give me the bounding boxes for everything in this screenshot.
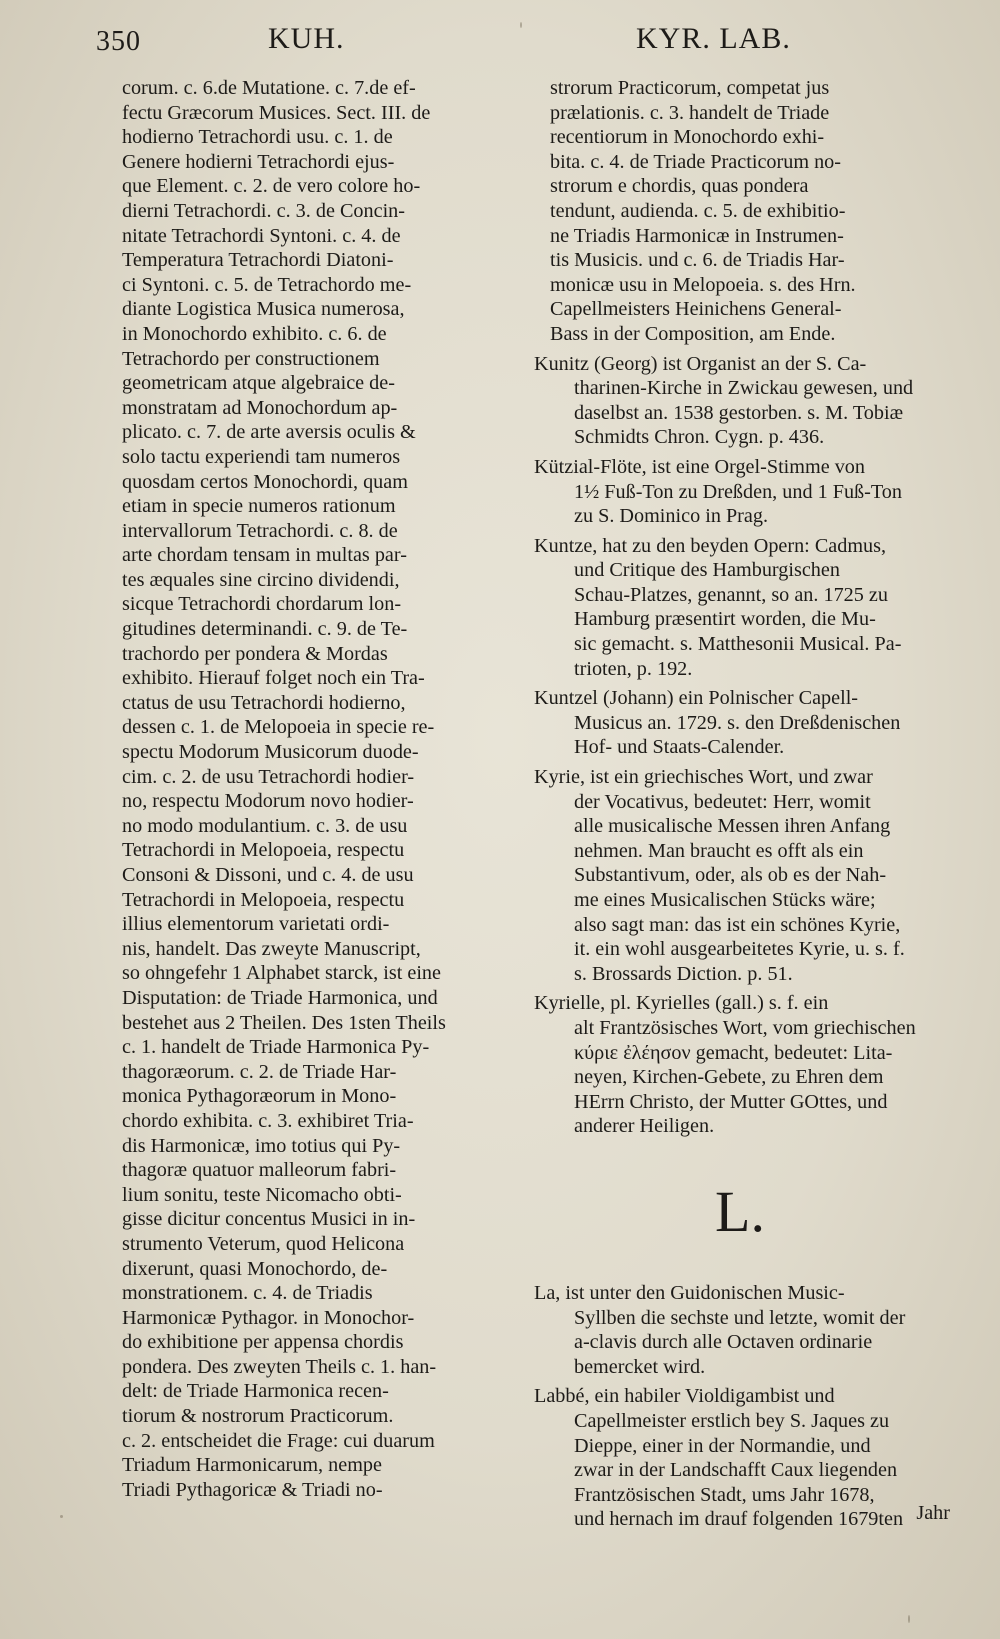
text-line: in Monochordo exhibito. c. 6. de: [122, 322, 387, 345]
text-line: lium sonitu, teste Nicomacho obti-: [122, 1183, 402, 1206]
text-line: hodierno Tetrachordi usu. c. 1. de: [122, 126, 393, 149]
entry-headline: Kyrielle, pl. Kyrielles (gall.) s. f. ein: [534, 992, 829, 1015]
text-line: trioten, p. 192.: [574, 657, 693, 680]
entry-kyrielle: [534, 991, 960, 1139]
text-line: illius elementorum varietati ordi-: [122, 913, 390, 936]
text-line: Frantzösischen Stadt, ums Jahr 1678,: [574, 1483, 875, 1506]
entry-kyrie: [534, 765, 960, 986]
text-line: Capellmeister erstlich bey S. Jaques zu: [574, 1409, 890, 1432]
entry-headline: Kyrie, ist ein griechisches Wort, und zwar: [534, 766, 873, 789]
text-line: gitudines determinandi. c. 9. de Te-: [122, 618, 408, 641]
left-column: [122, 76, 518, 1502]
text-line: der Vocativus, bedeutet: Herr, womit: [574, 790, 871, 813]
text-line: ctatus de usu Tetrachordi hodierno,: [122, 691, 406, 714]
text-line: que Element. c. 2. de vero colore ho-: [122, 175, 421, 198]
paper-spot: [520, 22, 522, 28]
entry-headline: Kuntzel (Johann) ein Polnischer Capell-: [534, 687, 859, 710]
entry-kuntzel: [534, 686, 960, 760]
text-line: Disputation: de Triade Harmonica, und: [122, 986, 438, 1009]
text-line: Harmonicæ Pythagor. in Monochor-: [122, 1306, 415, 1329]
text-line: quosdam certos Monochordi, quam: [122, 470, 408, 493]
text-line: strorum e chordis, quas pondera: [550, 175, 809, 198]
text-line: geometricam atque algebraice de-: [122, 372, 395, 395]
text-line: Dieppe, einer in der Normandie, und: [574, 1434, 871, 1457]
entry-kunitz: [534, 352, 960, 450]
text-line: tes æquales sine circino dividendi,: [122, 568, 400, 591]
text-line: Tetrachordo per constructionem: [122, 347, 380, 370]
text-line: Musicus an. 1729. s. den Dreßdenischen: [574, 711, 901, 734]
text-line: κύριε ἐλέησον gemacht, bedeutet: Lita-: [574, 1041, 893, 1064]
text-line: zu S. Dominico in Prag.: [574, 505, 769, 528]
text-line: monstratam ad Monochordum ap-: [122, 396, 398, 419]
text-line: neyen, Kirchen-Gebete, zu Ehren dem: [574, 1066, 884, 1089]
text-line: diante Logistica Musica numerosa,: [122, 298, 405, 321]
text-line: gisse dicitur concentus Musici in in-: [122, 1208, 416, 1231]
text-line: thagoræorum. c. 2. de Triade Har-: [122, 1060, 397, 1083]
text-line: tis Musicis. und c. 6. de Triadis Har-: [550, 249, 845, 272]
continuation-text: [550, 76, 960, 347]
text-line: tiorum & nostrorum Practicorum.: [122, 1405, 394, 1428]
text-line: sicque Tetrachordi chordarum lon-: [122, 593, 402, 616]
text-line: s. Brossards Diction. p. 51.: [574, 962, 793, 985]
text-line: solo tactu experiendi tam numeros: [122, 445, 401, 468]
page-number: 350: [96, 26, 141, 57]
text-line: thagoræ quatuor malleorum fabri-: [122, 1159, 397, 1182]
entry-headline: Labbé, ein habiler Violdigambist und: [534, 1385, 835, 1408]
text-line: c. 2. entscheidet die Frage: cui duarum: [122, 1429, 435, 1452]
entry-headline: La, ist unter den Guidonischen Music-: [534, 1281, 845, 1304]
text-line: spectu Modorum Musicorum duode-: [122, 741, 419, 764]
text-line: und Critique des Hamburgischen: [574, 559, 840, 582]
entry-headline: Kützial-Flöte, ist eine Orgel-Stimme von: [534, 455, 865, 478]
text-line: HErrn Christo, der Mutter GOttes, und: [574, 1090, 888, 1113]
text-line: do exhibitione per appensa chordis: [122, 1331, 404, 1354]
entry-headline: Kuntze, hat zu den beyden Opern: Cadmus,: [534, 534, 887, 557]
text-line: fectu Græcorum Musices. Sect. III. de: [122, 101, 431, 124]
paper-spot: [908, 1615, 910, 1623]
text-line: bemercket wird.: [574, 1355, 706, 1378]
text-line: Tetrachordi in Melopoeia, respectu: [122, 888, 405, 911]
text-line: plicato. c. 7. de arte aversis oculis &: [122, 421, 416, 444]
text-line: Genere hodierni Tetrachordi ejus-: [122, 150, 395, 173]
text-line: zwar in der Landschafft Caux liegenden: [574, 1459, 898, 1482]
text-line: dixerunt, quasi Monochordo, de-: [122, 1257, 388, 1280]
text-line: Consoni & Dissoni, und c. 4. de usu: [122, 864, 414, 886]
text-line: tharinen-Kirche in Zwickau gewesen, und: [574, 377, 914, 400]
entry-headline: Kunitz (Georg) ist Organist an der S. Ca-: [534, 352, 867, 375]
text-line: strorum Practicorum, competat jus: [550, 77, 830, 99]
text-line: c. 1. handelt de Triade Harmonica Py-: [122, 1036, 430, 1059]
text-line: delt: de Triade Harmonica recen-: [122, 1380, 389, 1403]
text-line: bita. c. 4. de Triade Practicorum no-: [550, 150, 841, 173]
text-line: intervallorum Tetrachordi. c. 8. de: [122, 519, 398, 542]
entry-labbe: [534, 1384, 960, 1532]
text-line: Bass in der Composition, am Ende.: [550, 322, 836, 345]
text-line: tendunt, audienda. c. 5. de exhibitio-: [550, 199, 846, 222]
text-line: so ohngefehr 1 Alphabet starck, ist eine: [122, 962, 441, 985]
text-line: Triadum Harmonicarum, nempe: [122, 1454, 382, 1477]
text-line: Schau-Platzes, genannt, so an. 1725 zu: [574, 583, 888, 606]
text-line: ci Syntoni. c. 5. de Tetrachordo me-: [122, 273, 412, 296]
text-line: arte chordam tensam in multas par-: [122, 544, 407, 567]
text-line: chordo exhibita. c. 3. exhibiret Tria-: [122, 1109, 414, 1132]
text-line: nis, handelt. Das zweyte Manuscript,: [122, 937, 421, 960]
text-line: monica Pythagoræorum in Mono-: [122, 1085, 397, 1108]
text-line: monstrationem. c. 4. de Triadis: [122, 1282, 373, 1305]
catchword: Jahr: [916, 1502, 950, 1524]
text-line: Hof- und Staats-Calender.: [574, 736, 785, 759]
text-line: dessen c. 1. de Melopoeia in specie re-: [122, 716, 435, 739]
text-line: Capellmeisters Heinichens General-: [550, 298, 842, 321]
text-line: Schmidts Chron. Cygn. p. 436.: [574, 426, 825, 449]
text-line: dierni Tetrachordi. c. 3. de Concin-: [122, 199, 405, 222]
text-line: nitate Tetrachordi Syntoni. c. 4. de: [122, 224, 401, 247]
text-line: 1½ Fuß-Ton zu Dreßden, und 1 Fuß-Ton: [574, 480, 902, 503]
text-line: a-clavis durch alle Octaven ordinarie: [574, 1331, 873, 1354]
section-letter-heading: L.: [715, 1178, 765, 1244]
text-line: anderer Heiligen.: [574, 1115, 715, 1138]
text-line: sic gemacht. s. Matthesonii Musical. Pa-: [574, 633, 902, 656]
text-line: also sagt man: das ist ein schönes Kyrie,: [574, 913, 901, 936]
text-line: etiam in specie numeros rationum: [122, 495, 396, 518]
text-line: no modo modulantium. c. 3. de usu: [122, 814, 408, 837]
text-line: alle musicalische Messen ihren Anfang: [574, 815, 891, 838]
text-line: Syllben die sechste und letzte, womit der: [574, 1306, 906, 1329]
paper-spot: [60, 1515, 63, 1518]
running-head-right: KYR. LAB.: [636, 22, 791, 55]
text-line: nehmen. Man braucht es offt als ein: [574, 839, 864, 862]
text-line: corum. c. 6.de Mutatione. c. 7.de ef-: [122, 77, 416, 99]
text-line: pondera. Des zweyten Theils c. 1. han-: [122, 1355, 437, 1378]
running-head-left: KUH.: [268, 22, 345, 55]
text-line: Tetrachordi in Melopoeia, respectu: [122, 839, 405, 862]
text-line: me eines Musicalischen Stücks wäre;: [574, 889, 876, 911]
text-line: exhibito. Hierauf folget noch ein Tra-: [122, 667, 425, 690]
text-line: recentiorum in Monochordo exhi-: [550, 126, 825, 149]
text-line: Temperatura Tetrachordi Diatoni-: [122, 249, 394, 272]
text-line: dis Harmonicæ, imo totius qui Py-: [122, 1134, 401, 1157]
text-line: strumento Veterum, quod Helicona: [122, 1232, 405, 1255]
text-line: Substantivum, oder, als ob es der Nah-: [574, 864, 887, 887]
text-line: Triadi Pythagoricæ & Triadi no-: [122, 1478, 383, 1501]
entry-la: [534, 1281, 960, 1379]
text-line: daselbst an. 1538 gestorben. s. M. Tobiæ: [574, 401, 904, 424]
right-column: [534, 76, 960, 1532]
text-line: it. ein wohl ausgearbeitetes Kyrie, u. s. f.: [574, 938, 905, 961]
text-line: no, respectu Modorum novo hodier-: [122, 790, 414, 813]
text-line: und hernach im drauf folgenden 1679ten: [574, 1508, 904, 1531]
entry-kutzial-flote: [534, 455, 960, 529]
entry-kuntze: [534, 534, 960, 682]
text-line: trachordo per pondera & Mordas: [122, 642, 388, 665]
text-line: prælationis. c. 3. handelt de Triade: [550, 101, 830, 124]
text-line: Hamburg præsentirt worden, die Mu-: [574, 608, 876, 631]
text-line: alt Frantzösisches Wort, vom griechischen: [574, 1016, 916, 1039]
text-line: ne Triadis Harmonicæ in Instrumen-: [550, 224, 844, 247]
text-line: cim. c. 2. de usu Tetrachordi hodier-: [122, 765, 415, 788]
text-line: monicæ usu in Melopoeia. s. des Hrn.: [550, 273, 856, 296]
text-line: bestehet aus 2 Theilen. Des 1sten Theils: [122, 1011, 446, 1034]
